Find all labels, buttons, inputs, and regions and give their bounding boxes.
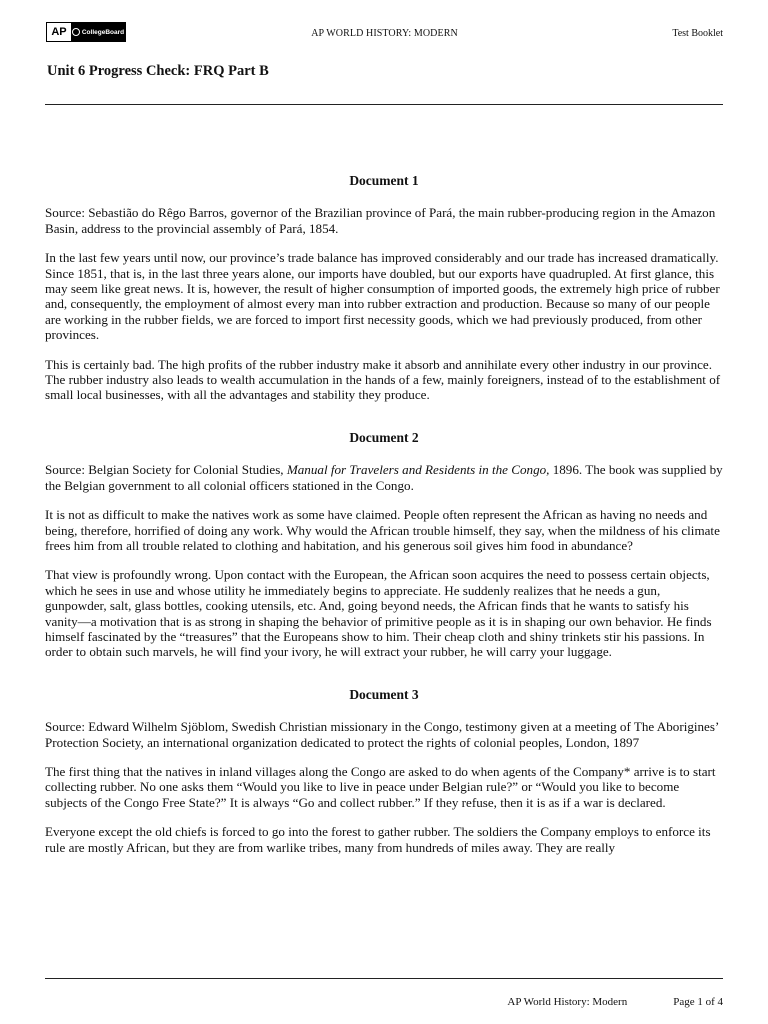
page-title: Unit 6 Progress Check: FRQ Part B — [47, 63, 269, 79]
document-source: Source: Edward Wilhelm Sjöblom, Swedish Christian missionary in the Congo, testimony given at a meeting of The Aborigines’ Protection Society, an international organization dedicated to protect the rights of colonial peoples, London, 1897 — [45, 719, 719, 750]
page-footer — [507, 996, 723, 1008]
source-book-title: Manual for Travelers and Residents in the Congo, — [286, 462, 550, 478]
document-source: Source: Sebastião do Rêgo Barros, governor of the Brazilian province of Pará, the main rubber-producing region in the Amazon Basin, address to the provincial assembly of Pará, 1854. — [45, 205, 716, 236]
document-heading: Document 3 — [349, 686, 419, 702]
footer-course-name: AP World History: Modern — [507, 996, 628, 1008]
source-text: 1896. The book was supplied by the Belgian government to all colonial officers stationed in the Congo. — [45, 462, 723, 493]
document-paragraph: In the last few years until now, our province’s trade balance has improved considerably and our trade has increased dramatically. Since 1851, that is, in the last three years alone, our imports have doubled, but our exports have quadrupled. At first glance, this may seem like great news. It is, however, the result of higher consumption of imported goods, the extremely high price of rubber and, consequently, the employment of almost every man into rubber extraction and production. Because so many of our people are working in the rubber fields, we are forced to import first necessity goods, which we had previously produced, from other provinces. — [45, 250, 720, 343]
document-content — [45, 173, 723, 882]
document-section — [45, 430, 723, 660]
document-section — [45, 687, 723, 855]
document-paragraph: The first thing that the natives in inland villages along the Congo are asked to do when agents of the Company* arrive is to start collecting rubber. No one asks them “Would you like to live in peace under Belgian rule?” or “Would you like to become subjects of the Congo Free State?” It is always “Go and collect rubber.” If they refuse, then it is as if a war is declared. — [45, 763, 716, 810]
document-heading: Document 2 — [349, 429, 419, 445]
footer-divider — [45, 978, 723, 979]
document-paragraph: This is certainly bad. The high profits of the rubber industry make it absorb and annihilate every other industry in our province. The rubber industry also leads to wealth accumulation in the hands of a few, mainly foreigners, instead of to the establishment of small local businesses, with all the advantages and stability they produce. — [45, 356, 721, 403]
page-number: Page 1 of 4 — [673, 996, 723, 1008]
page-header — [46, 22, 723, 44]
document-section — [45, 173, 723, 403]
header-course-name: AP WORLD HISTORY: MODERN — [311, 28, 458, 39]
source-text: Source: Belgian Society for Colonial Studies, — [45, 462, 287, 478]
document-paragraph: Everyone except the old chiefs is forced to go into the forest to gather rubber. The soldiers the Company employs to enforce its rule are mostly African, but they are from warlike tribes, many from hundreds of miles away. They are really — [45, 824, 711, 855]
document-heading: Document 1 — [349, 173, 419, 188]
header-booklet-label: Test Booklet — [672, 28, 723, 39]
document-paragraph: That view is profoundly wrong. Upon contact with the European, the African soon acquires the need to possess certain objects, which he sees in use and whose utility he immediately begins to appreciate. He suddenly realizes that he needs a gun, gunpowder, salt, glass bottles, cooking utensils, etc. And, going beyond needs, the African finds that he wants to satisfy his vanity—a motivation that is as strong in shaping the behavior of primitive people as it is in shaping our own behavior. He finds himself fascinated by the “treasures” that the Europeans show to him. Their cheap cloth and shiny trinkets stir his passions. In order to obtain such marvels, he will find your ivory, he will extract your rubber, he will carry your luggage. — [45, 567, 712, 660]
collegeboard-logo-text: CollegeBoard — [81, 28, 125, 36]
ap-logo-text: AP — [47, 23, 71, 41]
document-source — [45, 462, 723, 493]
header-divider — [45, 104, 723, 105]
document-paragraph: It is not as difficult to make the natives work as some have claimed. People often represent the African as having no needs and being, therefore, horrified of doing any work. Why would the African trouble himself, they say, when the mildness of his climate frees him from all trouble related to clothing and habitation, and his generous soil gives him food in abundance? — [45, 507, 720, 553]
